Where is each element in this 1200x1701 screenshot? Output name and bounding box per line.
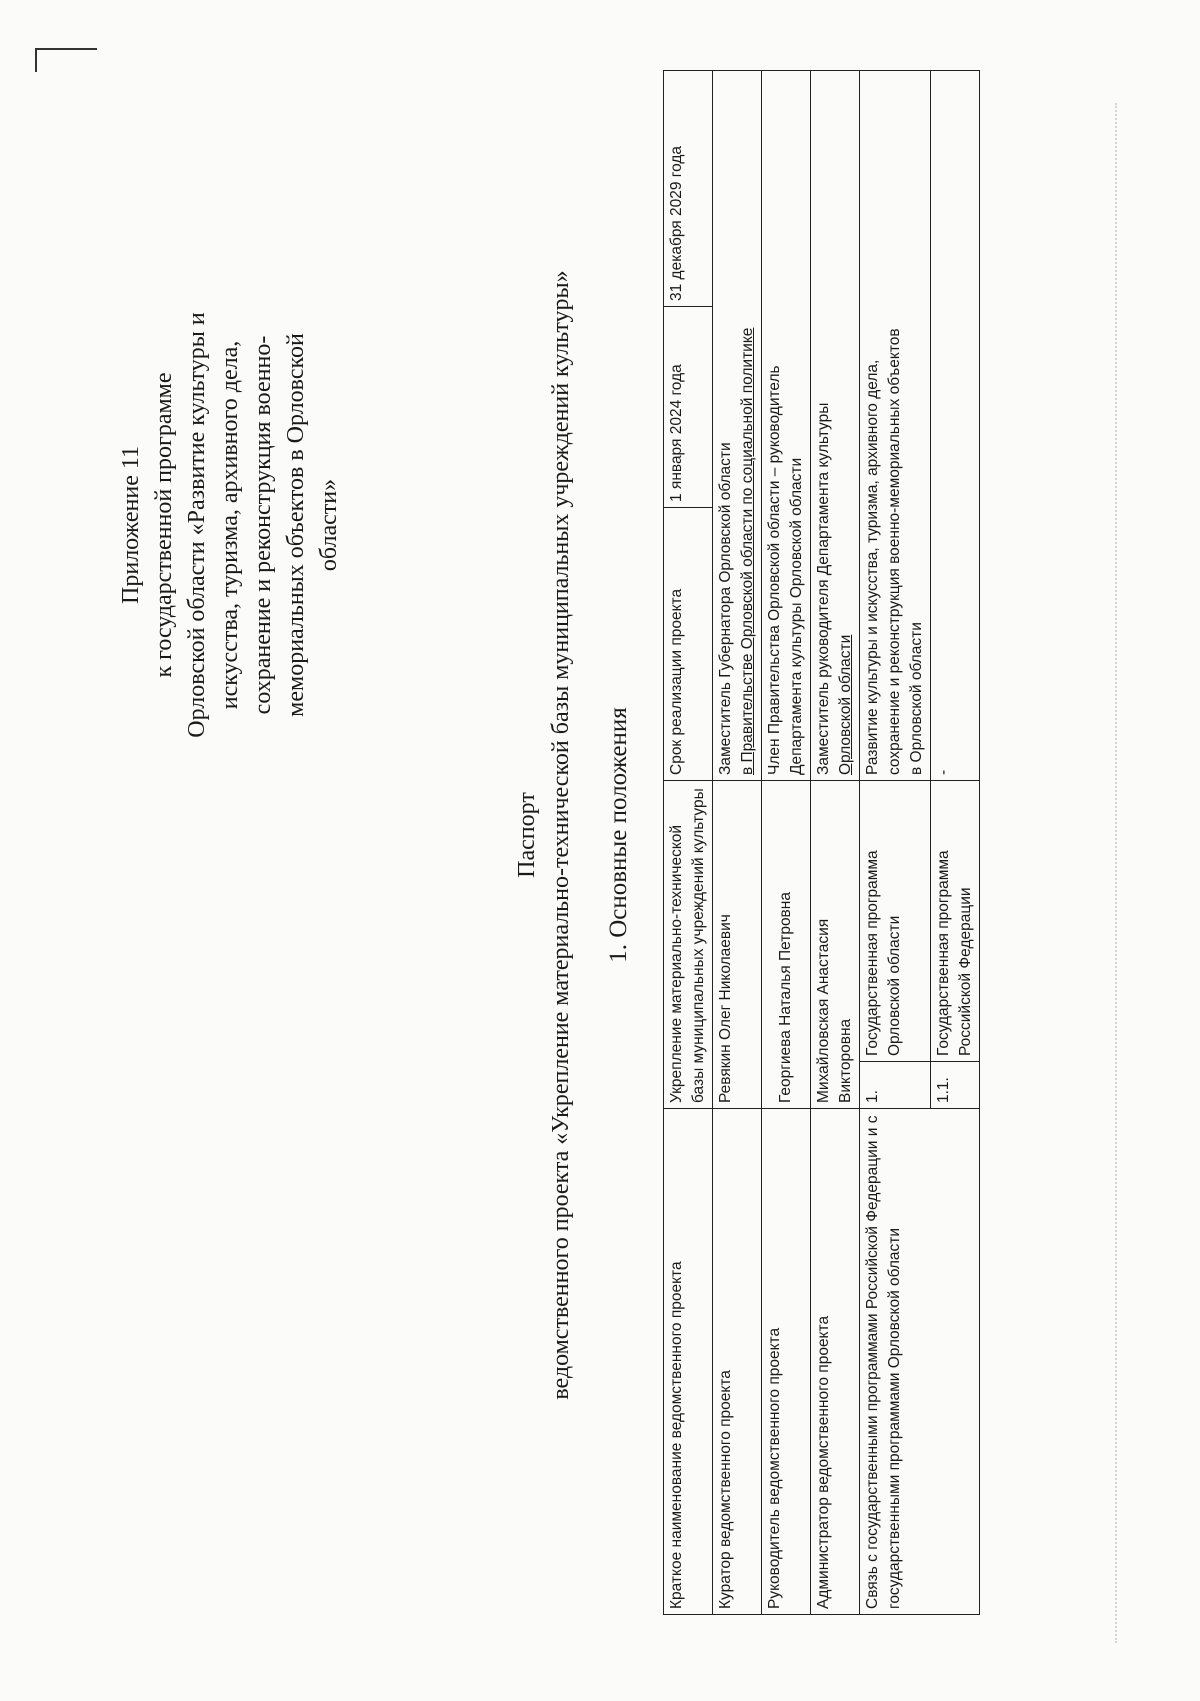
program-number: 1. xyxy=(860,1062,931,1109)
position-line: Орловской области xyxy=(837,634,854,775)
administrator-name xyxy=(811,781,860,1109)
name-line: Викторовна xyxy=(837,1018,854,1103)
section-title: 1. Основные положения xyxy=(605,707,632,963)
table-row xyxy=(762,71,811,1615)
row-label: Связь с государственными программами Российской Федерации и с государственными программами Орловской области xyxy=(860,1109,980,1615)
program-line: Развитие культуры и искусства, туризма, архивного дела, xyxy=(864,359,881,775)
project-short-name: Укрепление материально-технической базы муниципальных учреждений культуры xyxy=(664,781,713,1109)
table-row xyxy=(811,71,860,1615)
head-position xyxy=(762,71,811,781)
row-label: Руководитель ведомственного проекта xyxy=(762,1109,811,1615)
annex-line: к государственной программе xyxy=(151,372,177,678)
period-end: 31 декабря 2029 года xyxy=(664,71,713,307)
corner-bracket-mark xyxy=(35,48,97,72)
program-type: Государственная программа Российской Федерации xyxy=(931,781,980,1062)
table-row xyxy=(664,71,713,1615)
document-title xyxy=(510,25,578,1645)
program-line: в Орловской области xyxy=(908,622,925,775)
passport-table xyxy=(663,70,980,1615)
row-label: Краткое наименование ведомственного проекта xyxy=(664,1109,713,1615)
rotated-sheet xyxy=(30,25,1180,1645)
annex-line: области» xyxy=(316,478,342,572)
head-name: Георгиева Наталья Петровна xyxy=(762,781,811,1109)
annex-header xyxy=(115,265,346,785)
position-line: Департамента культуры Орловской области xyxy=(788,457,805,775)
program-name: - xyxy=(931,71,980,781)
program-type: Государственная программа Орловской области xyxy=(860,781,931,1062)
title-heading: Паспорт xyxy=(514,792,540,878)
program-name xyxy=(860,71,931,781)
position-line: в Правительстве Орловской области по социальной политике xyxy=(739,327,756,775)
title-subtitle: ведомственного проекта «Укрепление материально-технической базы муниципальных учреждений культуры» xyxy=(548,270,574,1400)
annex-line: сохранение и реконструкция военно- xyxy=(250,335,276,715)
curator-position xyxy=(713,71,762,781)
annex-line: искусства, туризма, архивного дела, xyxy=(217,340,243,710)
row-label: Администратор ведомственного проекта xyxy=(811,1109,860,1615)
curator-name: Ревякин Олег Николаевич xyxy=(713,781,762,1109)
position-line: Член Правительства Орловской области – руководитель xyxy=(766,365,783,775)
period-start: 1 января 2024 года xyxy=(664,307,713,508)
program-line: сохранение и реконструкция военно-мемориальных объектов xyxy=(886,328,903,775)
table-row xyxy=(713,71,762,1615)
scan-edge-specks xyxy=(1115,103,1147,1643)
name-line: Михайловская Анастасия xyxy=(815,918,832,1103)
position-line: Заместитель Губернатора Орловской области xyxy=(717,442,734,775)
table-row xyxy=(860,71,931,1615)
annex-line: Орловской области «Развитие культуры и xyxy=(184,312,210,738)
period-label: Срок реализации проекта xyxy=(664,508,713,781)
annex-line: Приложение 11 xyxy=(118,446,144,604)
position-line: Заместитель руководителя Департамента культуры xyxy=(815,402,832,775)
row-label: Куратор ведомственного проекта xyxy=(713,1109,762,1615)
administrator-position xyxy=(811,71,860,781)
program-number: 1.1. xyxy=(931,1062,980,1109)
annex-line: мемориальных объектов в Орловской xyxy=(283,333,309,717)
